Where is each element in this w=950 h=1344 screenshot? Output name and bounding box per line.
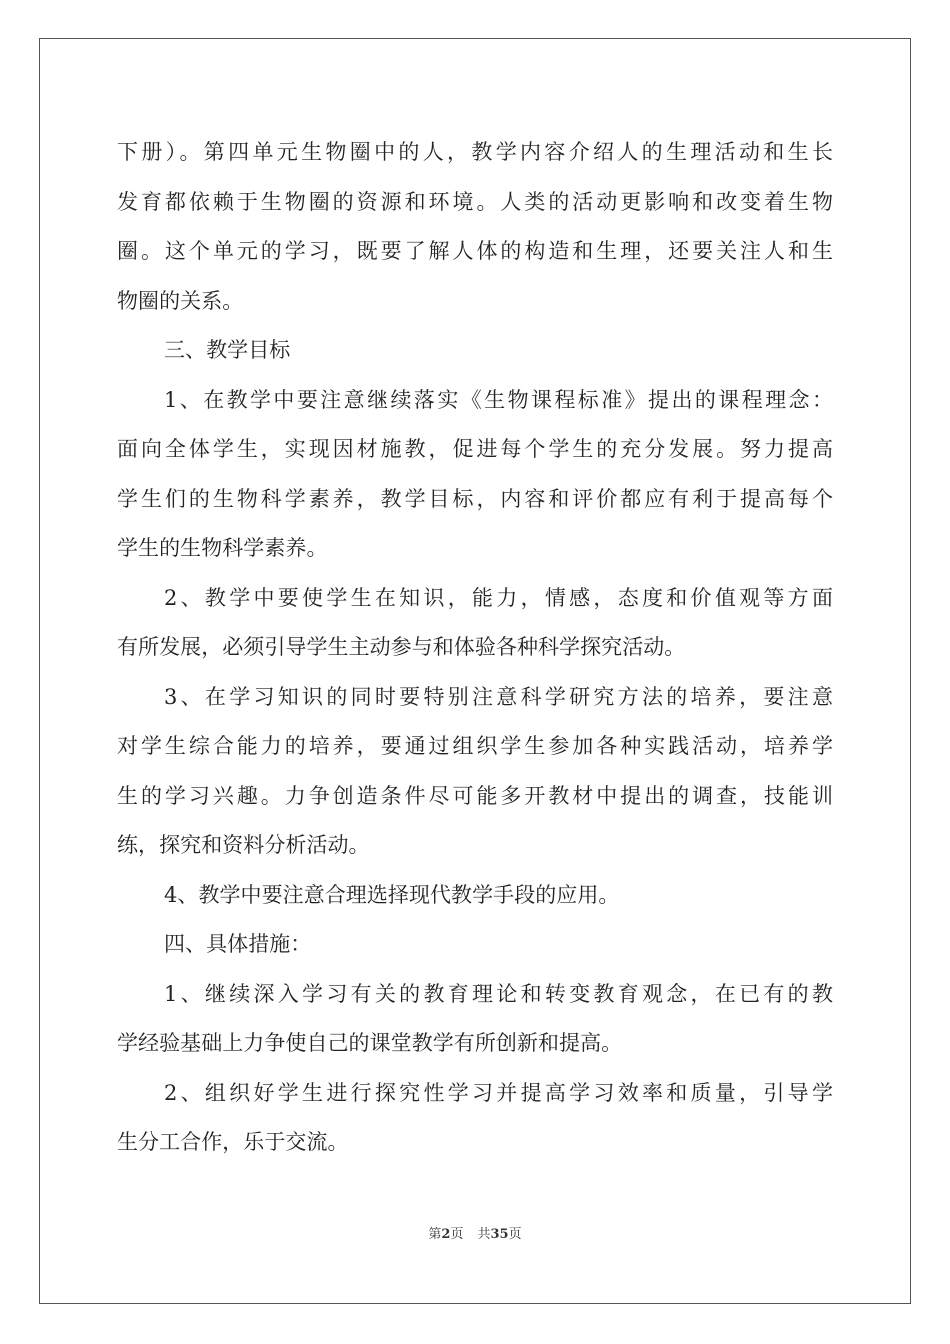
text-line: 4、教学中要注意合理选择现代教学手段的应用。 — [164, 882, 620, 907]
page-footer — [0, 1223, 950, 1242]
total-pages: 35 — [490, 1227, 509, 1242]
text-line: 1、继续深入学习有关的教育理论和转变教育观念，在已有的教 — [164, 981, 833, 1006]
text-line: 2、教学中要使学生在知识，能力，情感，态度和价值观等方面 — [164, 585, 833, 610]
text-line: 1、在教学中要注意继续落实《生物课程标准》提出的课程理念： — [164, 387, 833, 412]
text-line: 3、在学习知识的同时要特别注意科学研究方法的培养，要注意 — [164, 684, 833, 709]
text-line: 生分工合作，乐于交流。 — [117, 1130, 349, 1154]
text-line: 学经验基础上力争使自己的课堂教学有所创新和提高。 — [117, 1031, 623, 1055]
text-line: 物圈的关系。 — [117, 288, 244, 313]
text-line: 练，探究和资料分析活动。 — [117, 833, 370, 857]
page-number: 2 — [441, 1227, 451, 1242]
text-line: 学生的生物科学素养。 — [117, 536, 328, 560]
document-body — [117, 128, 833, 1168]
text-line: 发育都依赖于生物圈的资源和环境。人类的活动更影响和改变着生物 — [117, 189, 833, 214]
section-heading: 三、教学目标 — [164, 338, 291, 362]
text-line: 圈。这个单元的学习，既要了解人体的构造和生理，还要关注人和生 — [117, 239, 833, 263]
text-line: 生的学习兴趣。力争创造条件尽可能多开教材中提出的调查，技能训 — [117, 783, 833, 808]
text-line: 学生们的生物科学素养，教学目标，内容和评价都应有利于提高每个 — [117, 486, 833, 511]
page-indicator: 第2页 — [428, 1227, 464, 1242]
text-line: 面向全体学生，实现因材施教，促进每个学生的充分发展。努力提高 — [117, 437, 833, 461]
text-line: 对学生综合能力的培养，要通过组织学生参加各种实践活动，培养学 — [117, 734, 833, 758]
text-line: 下册）。第四单元生物圈中的人，教学内容介绍人的生理活动和生长 — [117, 140, 833, 164]
total-pages-indicator: 共35页 — [477, 1227, 522, 1242]
text-line: 2、组织好学生进行探究性学习并提高学习效率和质量，引导学 — [164, 1080, 833, 1105]
text-line: 有所发展，必须引导学生主动参与和体验各种科学探究活动。 — [117, 635, 686, 659]
section-heading: 四、具体措施： — [164, 932, 312, 956]
